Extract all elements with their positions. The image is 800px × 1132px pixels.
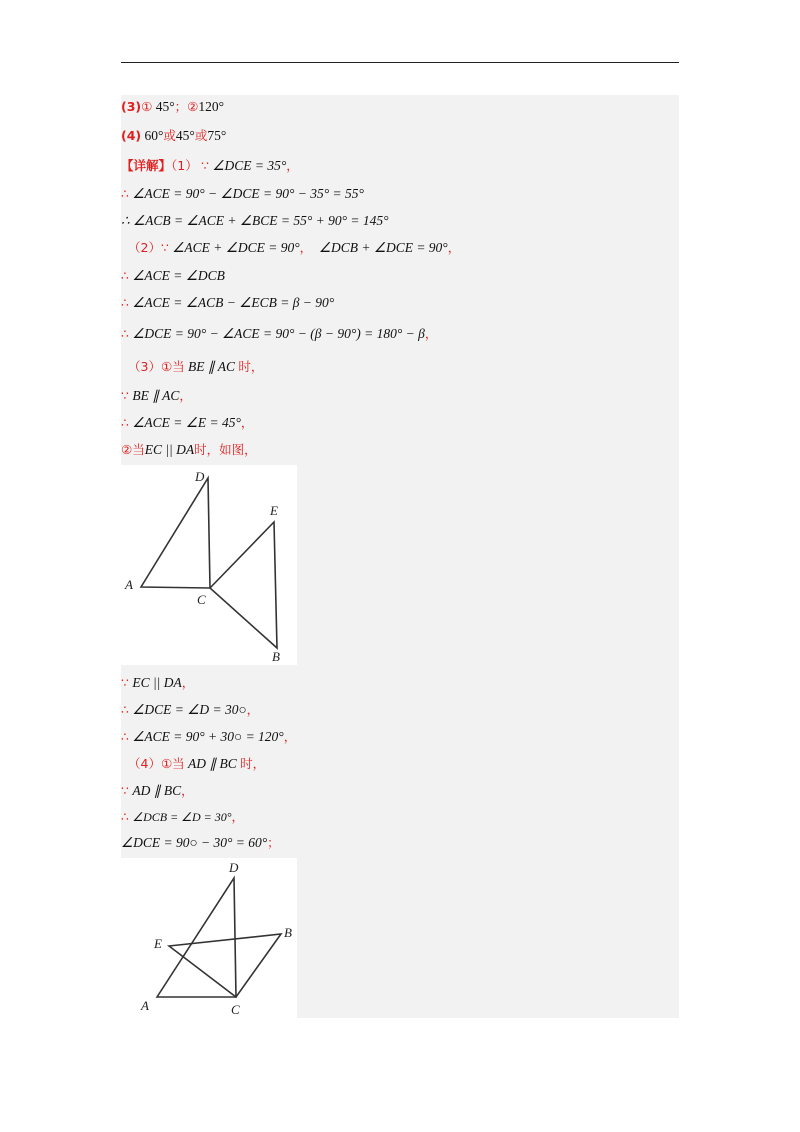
triangle-adc <box>157 878 236 997</box>
answer-4-value-1: 60° <box>144 128 164 143</box>
answer-3-value-1: 45° <box>155 99 175 114</box>
therefore-symbol: ∴ <box>121 295 129 310</box>
detail-line-12 <box>121 671 194 695</box>
formula: ∠DCB + ∠DCE = 90° <box>318 240 448 255</box>
label-b: B <box>284 925 292 940</box>
detail-line-9 <box>121 384 192 408</box>
because-symbol: ∵ <box>121 783 129 798</box>
answer-3-sep: ；② <box>174 99 199 114</box>
therefore-symbol: ∴ <box>121 729 129 744</box>
label-a: A <box>141 998 149 1013</box>
label-a: A <box>125 577 133 592</box>
formula: ∠ACE = 90° + 30○ = 120° <box>132 729 284 744</box>
formula: EC || DA <box>132 675 182 690</box>
formula: BE ∥ AC <box>132 388 180 403</box>
punct: 时，如图， <box>194 442 257 457</box>
because-symbol: ∵ <box>160 240 169 255</box>
formula: ∠ACE = ∠E = 45° <box>132 415 241 430</box>
punct: ， <box>179 388 192 403</box>
answer-3-mark: ① <box>141 99 153 114</box>
triangle-ebc <box>169 934 281 997</box>
figure-2-diagram <box>121 858 297 1018</box>
therefore-symbol: ∴ <box>121 415 129 430</box>
label-d: D <box>229 860 239 875</box>
formula: AD ∥ BC <box>188 756 237 771</box>
detail-line-6 <box>121 291 334 315</box>
formula: BE ∥ AC <box>188 359 236 374</box>
punct: ， <box>286 158 299 173</box>
formula: ∠ACE + ∠DCE = 90° <box>172 240 300 255</box>
answer-4-line <box>121 124 226 148</box>
punct: ， <box>447 240 461 255</box>
label-e: E <box>154 936 162 951</box>
punct: ， <box>181 675 195 690</box>
answer-4-value-2: 45° <box>175 128 195 143</box>
detail-line-5 <box>121 264 225 288</box>
part-3-label: （3）①当 <box>128 359 185 374</box>
label-c: C <box>231 1002 240 1017</box>
because-symbol: ∵ <box>201 158 210 173</box>
punct: ， <box>424 326 438 341</box>
case-label: ②当 <box>121 442 145 457</box>
detail-line-15 <box>128 752 265 776</box>
figure-1 <box>121 465 297 665</box>
formula: ∠DCE = 90° − ∠ACE = 90° − (β − 90°) = 180° − β <box>132 326 425 341</box>
label-b: B <box>272 649 280 664</box>
detail-line-14 <box>121 725 296 749</box>
triangle-adc <box>141 478 210 588</box>
therefore-symbol: ∴ <box>121 702 129 717</box>
punct: ， <box>246 702 260 717</box>
therefore-symbol: ∴ <box>121 809 129 824</box>
detail-line-8 <box>128 355 263 379</box>
punct: 时， <box>238 359 264 374</box>
because-symbol: ∵ <box>121 675 129 690</box>
punct: ， <box>231 809 245 824</box>
formula: ∠ACE = ∠ACB − ∠ECB = β − 90° <box>132 295 335 310</box>
answer-4-value-3: 75° <box>207 128 227 143</box>
because-symbol: ∵ <box>121 388 129 403</box>
answer-3-label: (3) <box>121 99 142 114</box>
formula: ∠DCB = ∠D = 30° <box>132 810 232 824</box>
therefore-symbol: ∴ <box>121 268 129 283</box>
detail-label: 【详解】 <box>121 158 172 173</box>
answer-4-label: (4) <box>121 128 142 143</box>
punct: ， <box>181 783 194 798</box>
part-1-label: （1） <box>171 158 198 173</box>
punct: 时， <box>240 756 266 771</box>
detail-line-10 <box>121 411 253 435</box>
formula: ∴ ∠ACB = ∠ACE + ∠BCE = 55° + 90° = 145° <box>121 213 389 228</box>
detail-line-3 <box>121 209 389 233</box>
answer-3-value-2: 120° <box>198 99 224 114</box>
punct: ， <box>240 415 254 430</box>
detail-line-11 <box>121 438 257 462</box>
triangle-ceb <box>210 522 277 648</box>
label-d: D <box>195 469 205 484</box>
header-rule <box>121 62 679 63</box>
formula: EC || DA <box>144 442 195 457</box>
label-c: C <box>197 592 206 607</box>
part-4-label: （4）①当 <box>128 756 185 771</box>
detail-line-2 <box>121 182 364 206</box>
therefore-symbol: ∴ <box>121 326 129 341</box>
punct: ； <box>267 835 280 850</box>
formula: ∠DCE = 35° <box>212 158 287 173</box>
formula: ∠DCE = ∠D = 30○ <box>132 702 247 717</box>
detail-line-4 <box>128 236 460 260</box>
detail-line-16 <box>121 779 194 803</box>
formula: AD ∥ BC <box>132 783 182 798</box>
figure-2 <box>121 858 297 1018</box>
formula: ∠DCE = 90○ − 30° = 60° <box>121 835 268 850</box>
answer-4-or-1: 或 <box>163 128 176 143</box>
detail-line-18 <box>121 831 280 855</box>
formula: ∠ACE = 90° − ∠DCE = 90° − 35° = 55° <box>132 186 364 201</box>
detail-line-7 <box>121 322 437 346</box>
figure-1-diagram <box>121 465 297 665</box>
punct: ， <box>299 240 313 255</box>
punct: ， <box>283 729 297 744</box>
label-e: E <box>270 503 278 518</box>
therefore-symbol: ∴ <box>121 186 129 201</box>
detail-line-17 <box>121 805 244 829</box>
detail-line-13 <box>121 698 259 722</box>
answer-4-or-2: 或 <box>194 128 208 143</box>
formula: ∠ACE = ∠DCB <box>132 268 225 283</box>
part-2-label: （2） <box>128 240 161 255</box>
answer-3-line <box>121 95 224 119</box>
detail-line-1 <box>121 154 299 178</box>
